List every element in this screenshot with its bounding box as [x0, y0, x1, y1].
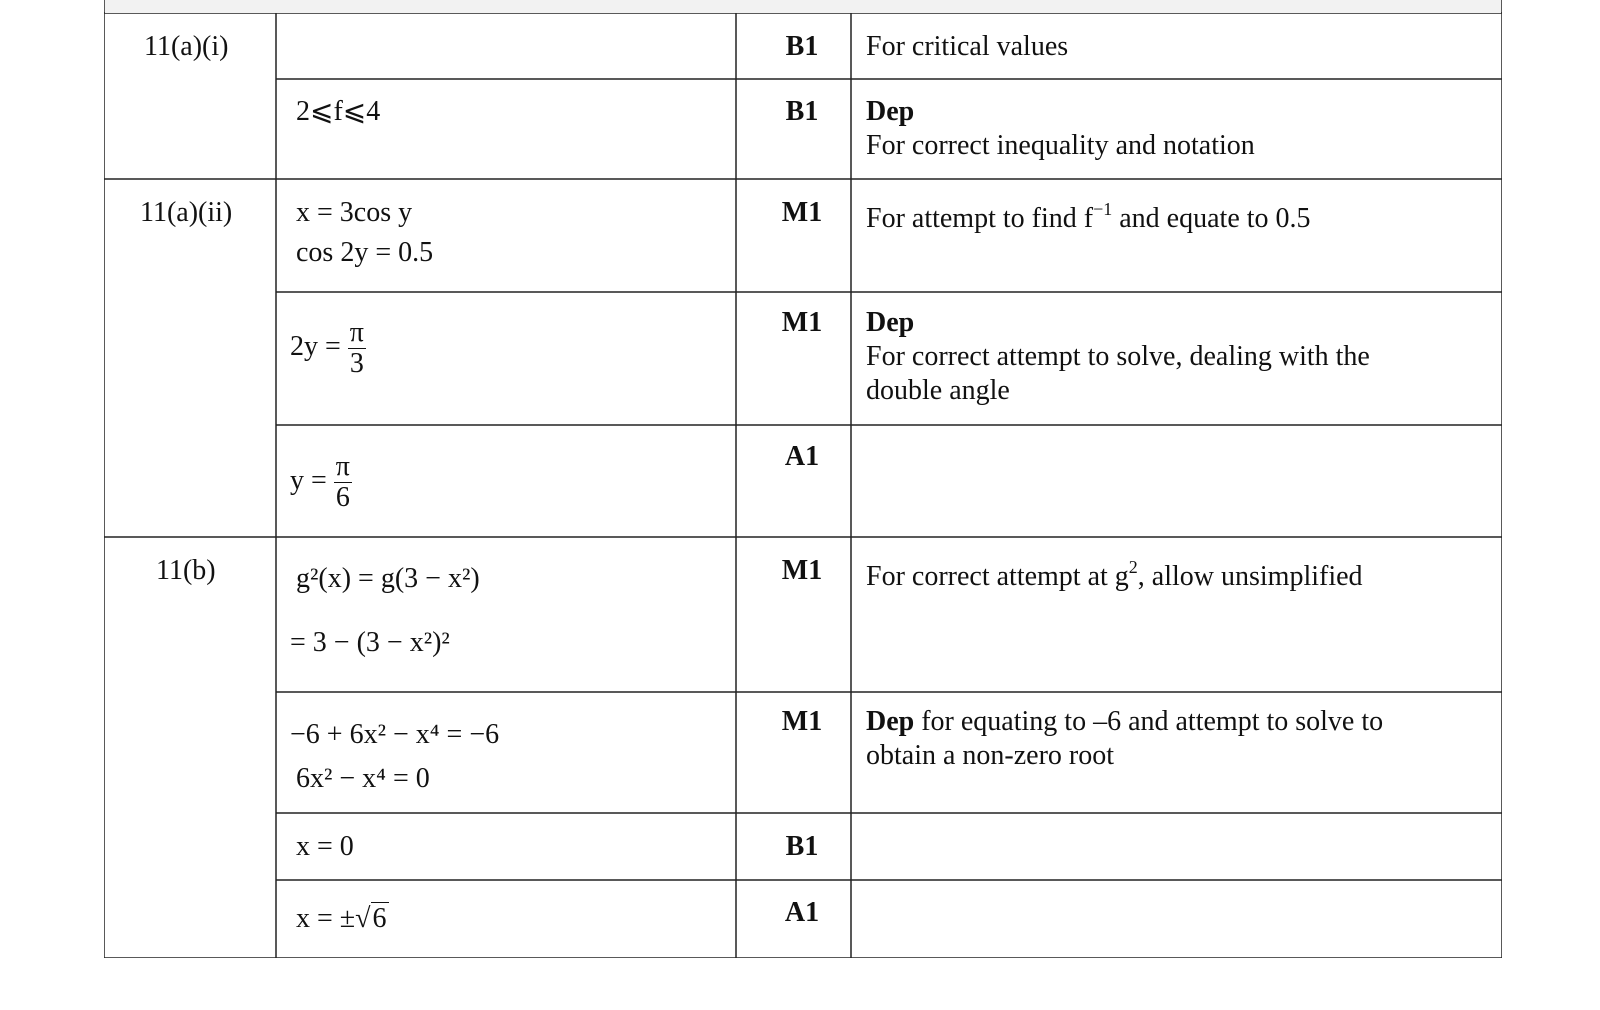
guidance-text [866, 705, 1383, 739]
answer-lhs: y = [290, 464, 327, 496]
guidance-text: For correct attempt to solve, dealing with the [866, 341, 1370, 372]
mark-code: B1 [785, 831, 819, 862]
guidance-suffix: , allow unsimplified [1137, 561, 1363, 592]
dep-label: Dep [866, 96, 915, 127]
guidance-text [866, 199, 1311, 236]
function-name: f [1083, 203, 1094, 234]
answer-line: cos 2y = 0.5 [296, 237, 434, 268]
answer-fraction-eq [290, 452, 352, 513]
question-label: 11(a)(ii) [140, 197, 233, 228]
answer-line: −6 + 6x² − x⁴ = −6 [290, 719, 500, 750]
guidance-prefix: For correct attempt at [866, 561, 1108, 592]
answer-lhs: 2y = [290, 330, 341, 362]
answer-text: 2⩽f⩽4 [296, 96, 381, 127]
fraction-numerator: π [335, 451, 350, 482]
question-label: 11(b) [156, 555, 216, 586]
fraction-denominator: 6 [335, 482, 350, 513]
guidance-text: double angle [866, 375, 1010, 406]
sqrt-sign: √ [355, 903, 371, 934]
answer-line: g²(x) = g(3 − x²) [296, 563, 480, 594]
answer-fraction-eq [290, 318, 366, 379]
question-label: 11(a)(i) [144, 31, 229, 62]
sqrt-radicand: 6 [372, 903, 387, 934]
power-superscript: 2 [1128, 557, 1138, 577]
mark-code: A1 [784, 897, 820, 928]
mark-code: M1 [781, 555, 823, 586]
dep-label: Dep [866, 307, 915, 338]
guidance-text [866, 557, 1363, 594]
guidance-text: For critical values [866, 31, 1069, 62]
function-name: g [1114, 561, 1129, 592]
fraction-numerator: π [349, 317, 364, 348]
answer-prefix: x = ± [296, 903, 356, 934]
fraction [348, 318, 366, 379]
inverse-superscript: −1 [1093, 199, 1113, 219]
dep-label: Dep [866, 706, 915, 737]
guidance-suffix: and equate to 0.5 [1119, 203, 1311, 234]
answer-sqrt [296, 902, 389, 936]
guidance-prefix: For attempt to find [866, 203, 1077, 234]
guidance-line: for equating to –6 and attempt to solve to [921, 706, 1384, 737]
mark-scheme-table [104, 0, 1502, 958]
mark-code: A1 [784, 441, 820, 472]
answer-text: x = 0 [296, 831, 354, 862]
mark-code: M1 [781, 706, 823, 737]
guidance-text: For correct inequality and notation [866, 130, 1255, 161]
mark-code: B1 [785, 31, 819, 62]
mark-code: M1 [781, 307, 823, 338]
answer-line: = 3 − (3 − x²)² [290, 627, 450, 658]
fraction [334, 452, 352, 513]
answer-line: 6x² − x⁴ = 0 [296, 763, 430, 794]
mark-code: B1 [785, 96, 819, 127]
fraction-denominator: 3 [349, 348, 364, 379]
answer-line: x = 3cos y [296, 197, 413, 228]
mark-code: M1 [781, 197, 823, 228]
guidance-text: obtain a non-zero root [866, 740, 1115, 771]
